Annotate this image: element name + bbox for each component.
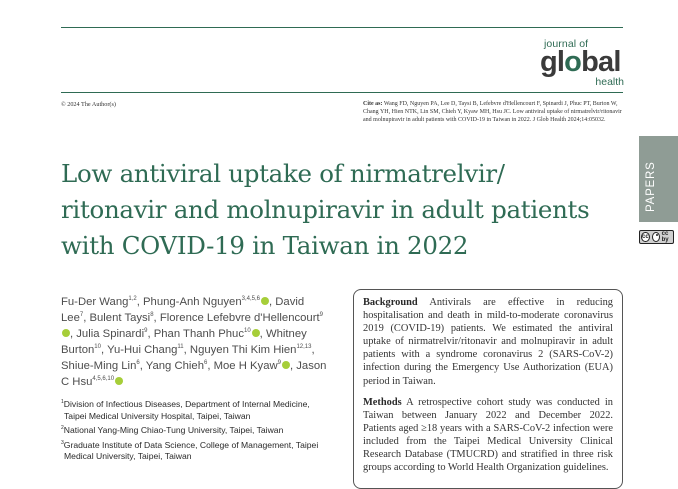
- author-name: David Lee: [61, 296, 305, 324]
- orcid-icon[interactable]: [261, 297, 269, 305]
- author-name: Nguyen Thi Kim Hien: [189, 344, 297, 356]
- author-separator: ,: [136, 296, 144, 308]
- journal-logo[interactable]: [540, 38, 626, 88]
- author-separator: ,: [183, 344, 190, 356]
- affiliation-item: [61, 425, 331, 437]
- author-entry: [154, 328, 260, 340]
- author-affiliation-number: 10: [243, 328, 251, 334]
- orcid-icon[interactable]: [282, 361, 290, 369]
- author-entry: [146, 360, 208, 372]
- author-separator: ,: [100, 344, 108, 356]
- affiliation-text: Graduate Institute of Data Science, College of Management, Taipei Medical University, Taipei, Taiwan: [63, 439, 319, 461]
- section-tab-label: PAPERS: [645, 161, 657, 212]
- copyright-notice: © 2024 The Author(s): [61, 101, 116, 108]
- cc-license-badge[interactable]: [639, 230, 674, 244]
- author-affiliation-number: 6: [203, 360, 208, 366]
- cc-license-label: cc by: [661, 231, 669, 243]
- author-affiliation-number: 9: [144, 328, 148, 334]
- logo-journal-text: journal of: [544, 38, 589, 50]
- citation-block: [363, 101, 625, 125]
- by-person-icon: [652, 232, 660, 242]
- section-tab: [639, 136, 678, 222]
- author-name: Phan Thanh Phuc: [153, 328, 244, 340]
- author-name: Yang Chieh: [145, 360, 204, 372]
- author-name: Whitney Burton: [61, 328, 307, 356]
- author-entry: [107, 344, 184, 356]
- logo-global-text: global: [540, 46, 621, 78]
- author-affiliation-number: 3,4,5,6: [241, 296, 260, 302]
- author-affiliation-number: 12,13: [296, 344, 312, 350]
- author-entry: [76, 328, 147, 340]
- author-name: Shiue-Ming Lin: [61, 360, 137, 372]
- affiliation-item: [61, 399, 331, 422]
- author-entry: [61, 360, 140, 372]
- author-name: Florence Lefebvre d'Hellencourt: [159, 312, 320, 324]
- author-affiliation-number: 1,2: [128, 296, 137, 302]
- author-separator: ,: [268, 296, 276, 308]
- author-affiliation-number: 8: [150, 312, 154, 318]
- author-separator: ,: [290, 360, 297, 372]
- author-separator: ,: [147, 328, 154, 340]
- article-title: Low antiviral uptake of nirmatrelvir/ ritonavir and molnupiravir in adult patients with COVID-19 in Taiwan in 2022: [61, 159, 590, 260]
- affiliation-number: 2: [61, 425, 64, 431]
- author-separator: ,: [139, 360, 146, 372]
- affiliation-item: [61, 440, 331, 463]
- author-name: Moe H Kyaw: [213, 360, 278, 372]
- author-separator: ,: [259, 328, 266, 340]
- abstract-methods: Methods A retrospective cohort study was conducted in Taiwan between January 2022 and December 2022. Patients aged ≥18 years with a SARS-CoV-2 infection were included from the Taipei Medical University Clinical Research Database (TMUCRD) and stratified in three risk groups according to World Health Organization guidelines.: [363, 396, 613, 474]
- abstract-background: Background Antivirals are effective in reducing hospitalisation and death in mild-to-moderate coronavirus 2019 (COVID-19) patients. We estimated the antiviral uptake of nirmatrelvir/ritonavir and molnupiravir in adult patients with a syndrome coronavirus 2 (SARS-CoV-2) infection during the Emergency Use Authorization (EUA) period in Taiwan.: [363, 297, 613, 387]
- header-bottom-rule: [61, 92, 623, 93]
- author-name: Fu-Der Wang: [61, 296, 129, 308]
- orcid-icon[interactable]: [62, 329, 70, 337]
- author-name: Yu-Hui Chang: [107, 344, 178, 356]
- author-entry: [89, 312, 153, 324]
- affiliation-text: National Yang-Ming Chiao-Tung University, Taipei, Taiwan: [63, 425, 284, 435]
- logo-health-text: health: [595, 76, 624, 88]
- abstract-box: [353, 289, 623, 489]
- author-separator: ,: [83, 312, 90, 324]
- author-entry: [143, 296, 269, 308]
- author-affiliation-number: 4,5,6,10: [92, 376, 115, 382]
- author-separator: ,: [153, 312, 160, 324]
- author-affiliation-number: 9: [319, 312, 323, 318]
- author-entry: [189, 344, 315, 356]
- affiliation-number: 3: [61, 439, 64, 446]
- author-affiliation-number: 6: [136, 360, 140, 366]
- author-name: Bulent Taysi: [89, 312, 151, 324]
- author-affiliation-number: 10: [94, 344, 101, 350]
- affiliation-list: [61, 399, 331, 466]
- cite-text: Wang FD, Nguyen PA, Lee D, Taysi B, Lefebvre d'Hellencourt F, Spinardi J, Phuc PT, Burton W, Chang YH, Hien NTK, Lin SM, Chieh Y, Kyaw MH, Hsu JC. Low antiviral uptake of nirmatrelvir/ritonavir and molnupiravir in adult patients with COVID-19 in Taiwan in 2022. J Glob Health 2024;14:05032.: [363, 101, 622, 123]
- cc-icon: cc: [642, 234, 649, 240]
- affiliation-number: 1: [61, 399, 64, 405]
- author-name: Jason C Hsu: [61, 360, 327, 388]
- author-entry: [214, 360, 290, 372]
- author-entry: [61, 296, 137, 308]
- author-separator: ,: [207, 360, 214, 372]
- orcid-icon[interactable]: [252, 329, 260, 337]
- author-name: Julia Spinardi: [76, 328, 145, 340]
- affiliation-text: Division of Infectious Diseases, Department of Internal Medicine, Taipei Medical University Hospital, Taipei, Taiwan: [63, 399, 310, 421]
- author-separator: ,: [70, 328, 77, 340]
- author-affiliation-number: 7: [79, 312, 84, 318]
- author-list: [61, 294, 329, 390]
- author-affiliation-number: 11: [177, 344, 184, 350]
- orcid-icon[interactable]: [115, 377, 123, 385]
- header-top-rule: [61, 27, 623, 28]
- author-separator: ,: [311, 344, 315, 356]
- author-affiliation-number: 9: [277, 360, 281, 366]
- author-name: Phung-Anh Nguyen: [143, 296, 242, 308]
- cite-label: Cite as:: [363, 101, 383, 107]
